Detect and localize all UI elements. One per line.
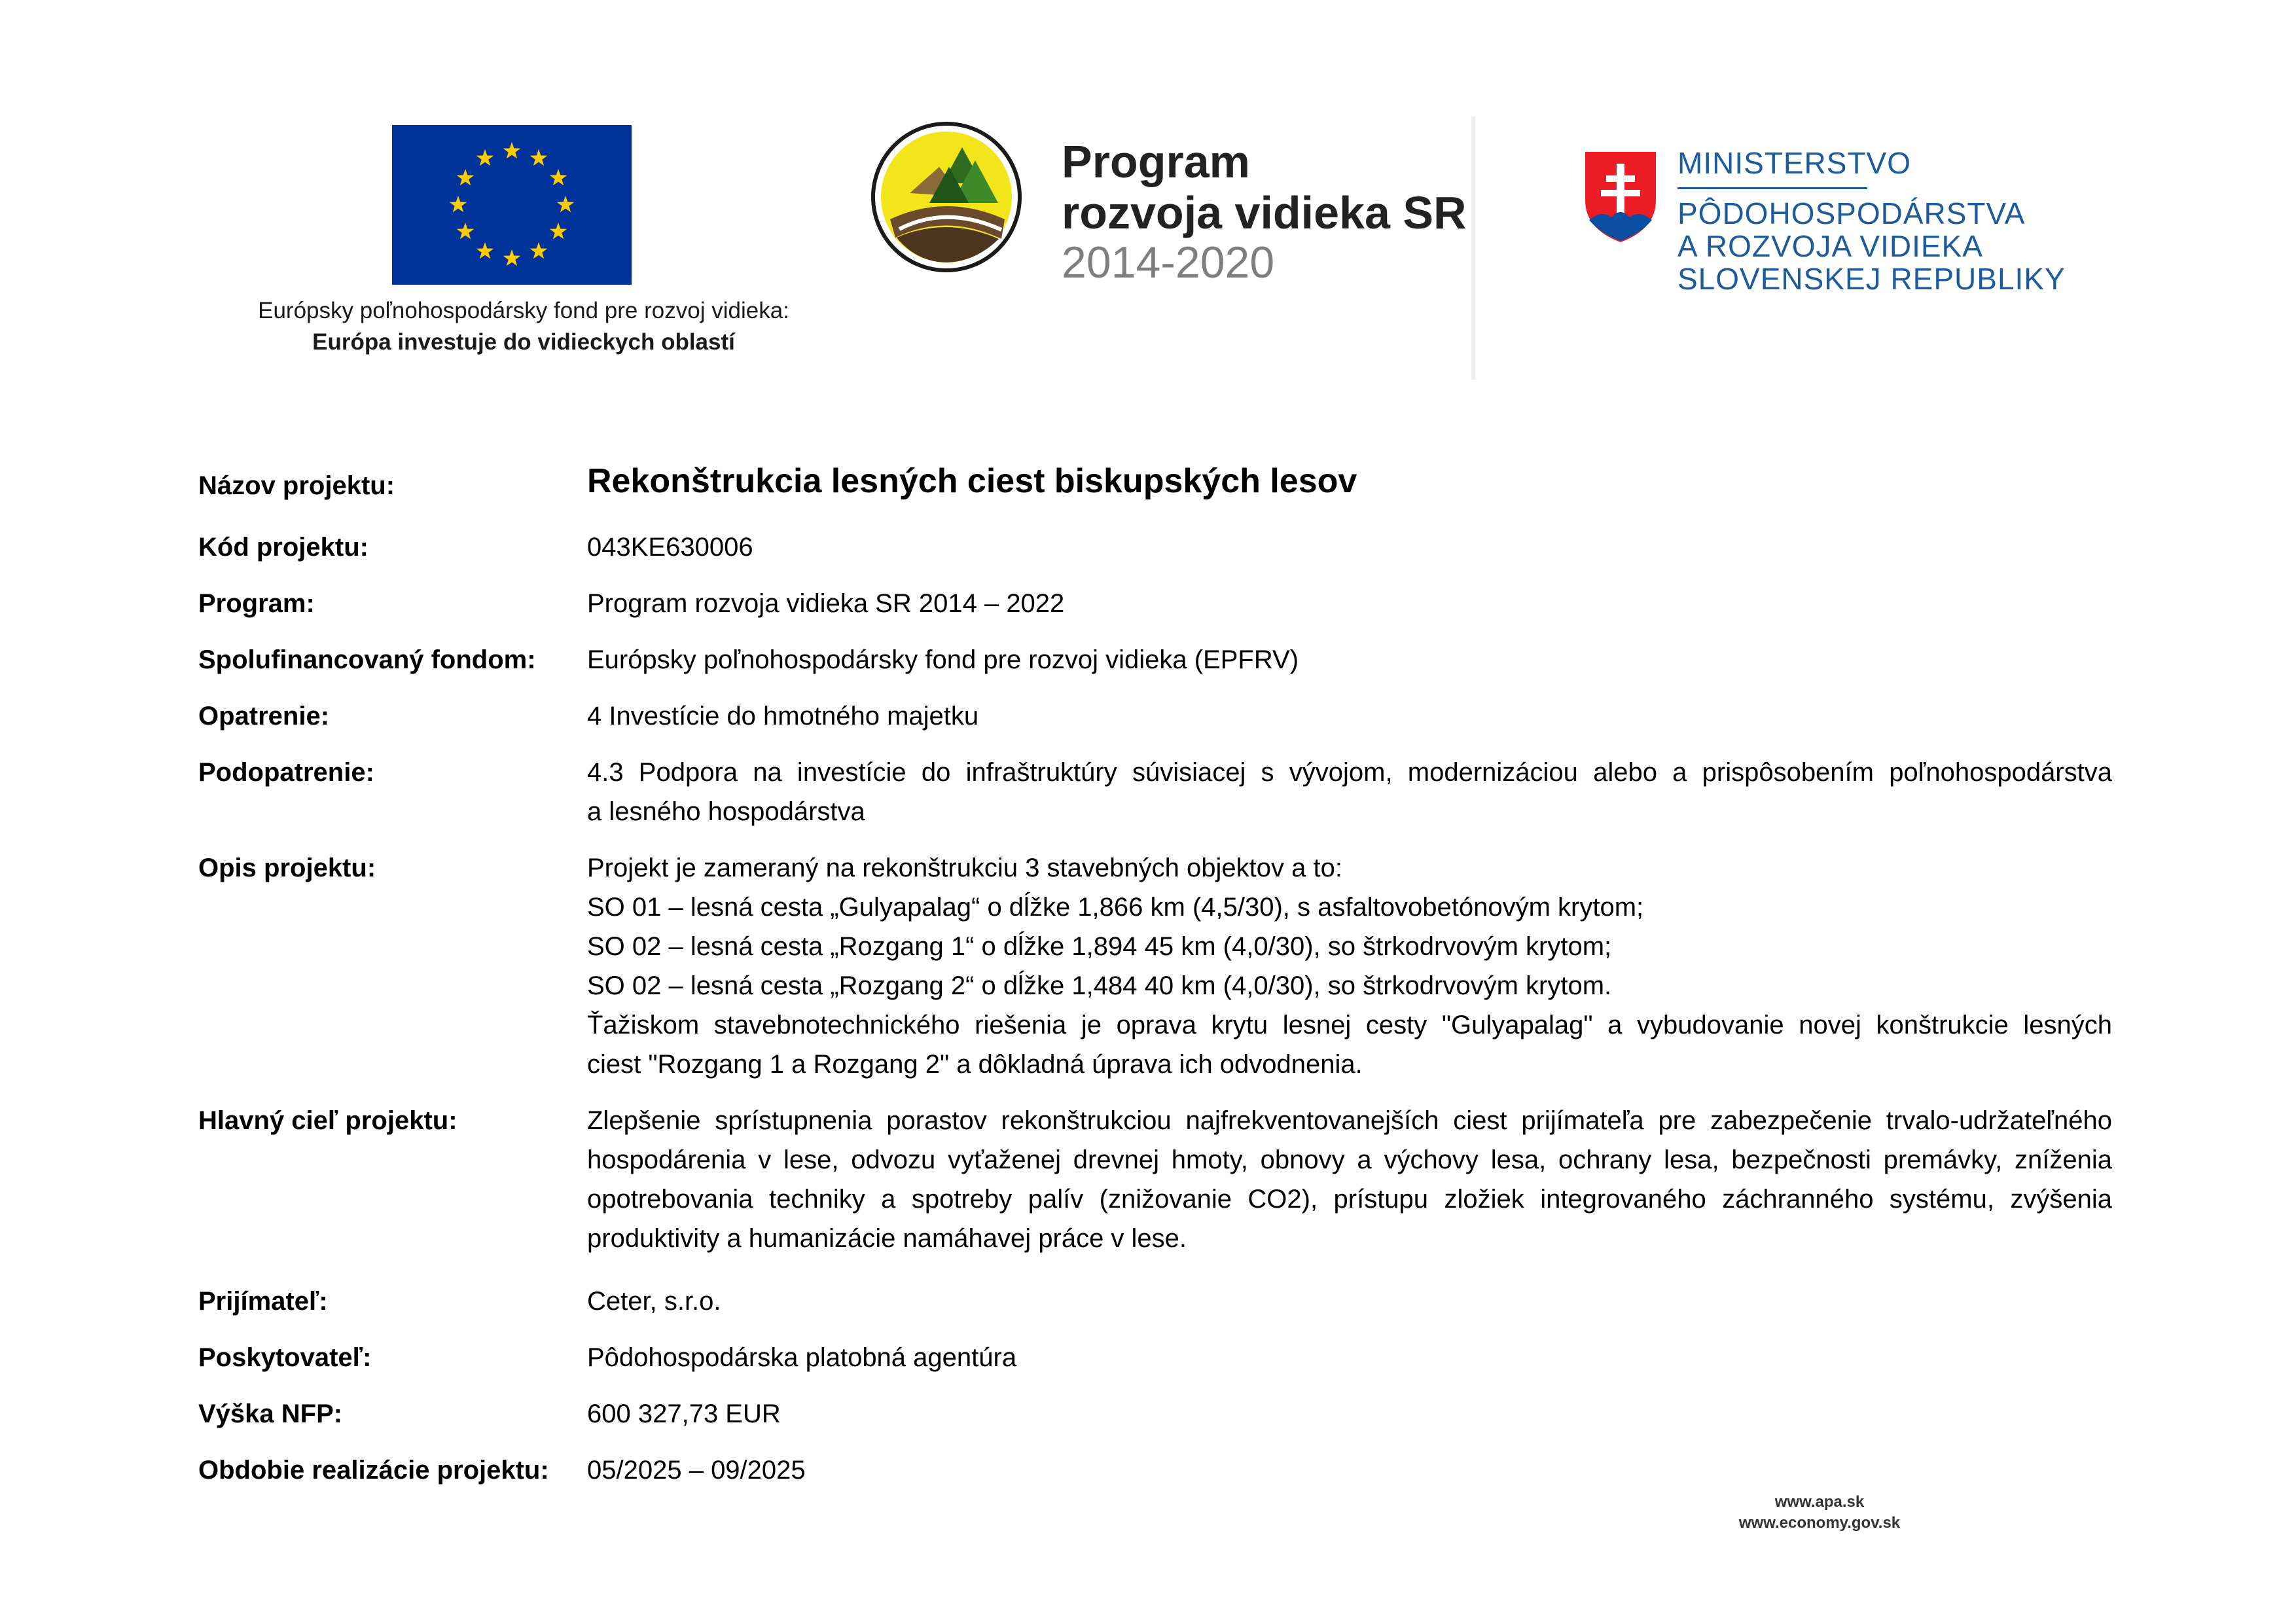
eu-star-icon [476,149,494,166]
provider-value: Pôdohospodárska platobná agentúra [587,1343,1017,1372]
goal-line: Zlepšenie sprístupnenia porastov rekonštrukciou najfrekventovanejších ciest prijímateľa pre zabezpečenie trvalo-udržateľného [587,1106,2112,1135]
eu-star-icon [450,196,467,212]
goal-label: Hlavný cieľ projektu: [198,1106,457,1135]
program-label: Program: [198,589,315,618]
period-value: 05/2025 – 09/2025 [587,1456,806,1485]
eu-star-icon [457,169,475,185]
submeasure-value [587,753,2112,831]
eu-star-icon [476,242,494,259]
description-label: Opis projektu: [198,854,376,882]
period-label: Obdobie realizácie projektu: [198,1456,549,1485]
submeasure-label: Podopatrenie: [198,758,374,787]
footer-url-economy: www.economy.gov.sk [1738,1514,1901,1532]
recipient-value: Ceter, s.r.o. [587,1287,721,1316]
description-line: SO 02 – lesná cesta „Rozgang 1“ o dĺžke 1,894 45 km (4,0/30), so štrkodrvovým krytom; [587,932,1612,961]
goal-line: hospodárenia v lese, odvozu vyťaženej drevnej hmoty, obnovy a výchovy lesa, ochrany lesa, bezpečnosti premávky, zníženia [587,1146,2112,1174]
eu-star-icon [550,169,567,185]
ministry-name-line4: SLOVENSKEJ REPUBLIKY [1677,262,2066,296]
submeasure-line: a lesného hospodárstva [587,797,865,826]
fund-value: Európsky poľnohospodársky fond pre rozvoj vidieka (EPFRV) [587,645,1299,674]
goal-line: produktivity a humanizácie namáhavej práce v lese. [587,1224,1187,1253]
footer-url-apa: www.apa.sk [1774,1493,1865,1511]
program-logo-title-line2: rozvoja vidieka SR [1062,187,1467,238]
measure-value: 4 Investície do hmotného majetku [587,702,979,731]
eu-star-icon [503,142,521,158]
eu-star-icon [530,242,548,259]
goal-value [587,1101,2112,1258]
ministry-name-line2: PÔDOHOSPODÁRSTVA [1677,196,2026,230]
description-line: SO 02 – lesná cesta „Rozgang 2“ o dĺžke 1,484 40 km (4,0/30), so štrkodrvovým krytom. [587,971,1612,1000]
goal-line: opotrebovania techniky a spotreby palív (znižovanie CO2), prístupu zložiek integrovaného záchranného systému, zvýšenia [587,1185,2112,1214]
slovak-coat-of-arms-icon [1583,149,1659,245]
eu-fund-caption: Európsky poľnohospodársky fond pre rozvoj vidieka: [258,298,789,323]
project-code-value: 043KE630006 [587,533,753,562]
program-logo-years: 2014-2020 [1062,238,1275,287]
measure-label: Opatrenie: [198,702,330,731]
fund-label: Spolufinancovaný fondom: [198,645,536,674]
description-line: Ťažiskom stavebnotechnického riešenia je oprava krytu lesnej cesty "Gulyapalag" a vybudovanie novej konštrukcie lesných [587,1011,2112,1039]
amount-value: 600 327,73 EUR [587,1399,781,1428]
eu-fund-slogan: Európa investuje do vidieckych oblastí [312,329,735,355]
recipient-label: Prijímateľ: [198,1287,328,1316]
project-name-label: Názov projektu: [198,471,395,500]
submeasure-line: 4.3 Podpora na investície do infraštruktúry súvisiacej s vývojom, modernizáciou alebo a prispôsobením poľnohospodárstva [587,758,2112,787]
eu-flag-logo [392,125,632,285]
description-line: ciest "Rozgang 1 a Rozgang 2" a dôkladná úprava ich odvodnenia. [587,1050,1363,1079]
description-line: Projekt je zameraný na rekonštrukciu 3 stavebných objektov a to: [587,854,1342,882]
provider-label: Poskytovateľ: [198,1343,372,1372]
eu-star-icon [503,249,521,266]
program-value: Program rozvoja vidieka SR 2014 – 2022 [587,589,1065,618]
ministry-name-line1: MINISTERSTVO [1677,146,1912,180]
description-line: SO 01 – lesná cesta „Gulyapalag“ o dĺžke 1,866 km (4,5/30), s asfaltovobetónovým krytom; [587,893,1644,922]
program-logo-title-line1: Program [1062,136,1250,187]
eu-star-icon [557,196,575,212]
rural-development-program-logo [870,121,1022,273]
amount-label: Výška NFP: [198,1399,343,1428]
description-value [587,848,2112,1084]
eu-star-icon [457,223,475,239]
project-name-value: Rekonštrukcia lesných ciest biskupských lesov [587,462,1357,500]
eu-star-icon [550,223,567,239]
ministry-name-line3: A ROZVOJA VIDIEKA [1677,229,1983,263]
logo-divider [1471,117,1475,380]
ministry-underline [1677,187,1867,189]
eu-star-icon [530,149,548,166]
project-code-label: Kód projektu: [198,533,368,562]
